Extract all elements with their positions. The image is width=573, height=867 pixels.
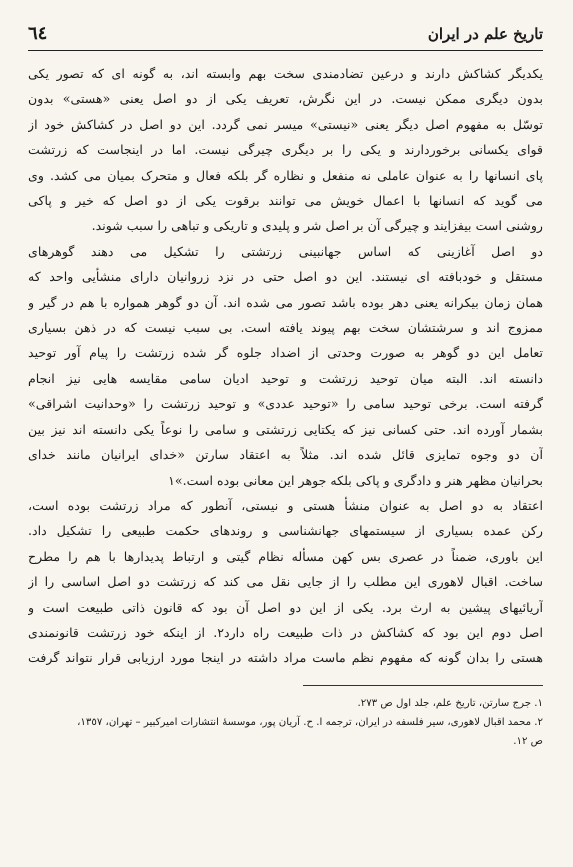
page-number: ٦٤ xyxy=(28,23,48,44)
body-line: پای انسانها را به عنوان عاملی نه منفعل و نظاره گر بلکه فعال و متحرک بمیان می کشد. وی xyxy=(28,167,543,183)
body-line: روشنی است بیفزایند و چیرگی آن بر اصل شر و پلیدی و تاریکی و تباهی را سبب شوند. xyxy=(91,218,543,234)
body-line: هستی را بدان گونه که مفهوم نظم ماست مراد داشته در اینجا مورد ارزیابی قرار نتواند گرفت xyxy=(28,650,543,666)
page-header xyxy=(28,24,543,51)
body-line: اصل دوم این بود که کشاکش در ذات طبیعت راه دارد٢. از اینکه خود زرتشت قانونمندی xyxy=(28,624,543,640)
footnote-1: ١. جرج سارتن، تاریخ علم، جلد اول ص ٢٧٣. xyxy=(357,697,543,709)
body-line: دانسته اند. البته میان توحید زرتشت و توحید ادیان سامی مقایسه هایی نیز انجام xyxy=(28,370,543,386)
body-line: تعامل این دو گوهر به صورت وحدتی از اضداد جلوه گر شده زرتشت را پیام آور توحید xyxy=(28,345,543,361)
body-line: یکدیگر کشاکش دارند و درعین تضادمندی سخت بهم وابسته اند، به گونه ای که تصور یکی xyxy=(28,66,543,81)
body-line: مستقل و خودبافته ای نیستند. این دو اصل حتی در نزد زروانیان دارای منشأیی واحد که xyxy=(28,269,543,285)
footnote-divider xyxy=(303,685,543,686)
body-line: توسّل به مفهوم اصل دیگر یعنی «نیستی» میسر نمی گردد. این دو اصل در کشاکش خود از xyxy=(28,116,543,132)
footnote-2-continued: ص ١٢. xyxy=(513,735,543,747)
body-line: آریائیهای پیشین به ارث برد. یکی از این دو اصل آن بود که قانون ذاتی طبیعت است و xyxy=(28,599,543,615)
body-line: این باوری، ضمناً در عصری بس کهن مسأله نظام گیتی و ارتباط پدیدارها با هم را مطرح xyxy=(28,548,543,564)
body-line: ساخت. اقبال لاهوری این مطلب را از جایی نقل می کند که زرتشت دو اصل اساسی را از xyxy=(28,574,543,590)
body-line: همان زمان بیکرانه یعنی دهر بوده باشد تصور می شده اند. آن دو گوهر همواره با هم در گیر و xyxy=(28,294,543,310)
body-line: آن دو وجوه تمایزی قائل شده اند. مثلاً به اعتقاد سارتن «خدای ایرانیان مانند خدای xyxy=(28,447,543,463)
body-line: اعتقاد به دو اصل به عنوان منشأ هستی و نیستی، آنطور که مراد زرتشت بوده است، xyxy=(28,497,543,513)
footnotes xyxy=(28,694,543,751)
body-line: دو اصل آغازینی که اساس جهانبینی زرتشتی را تشکیل می دهند گوهرهای xyxy=(28,243,543,259)
body-line: بشمار آورده اند. حتی کسانی نیز که یکتایی زرتشتی و سامی را نوعاً یکی دانسته اند نیز بین xyxy=(28,421,543,437)
body-line: می گوید که انسانها با اعمال خویش می توانند برقوت یکی از دو اصل که خیر و پاکی xyxy=(28,193,543,209)
body-line: رکن عمده بسیاری از سیستمهای جهانشناسی و روندهای حکمت طبیعی را تشکیل داد. xyxy=(28,523,543,539)
body-text xyxy=(28,61,543,671)
body-line: بحرانیان مظهر هنر و دادگری و پاکی بلکه جوهر این معانی بوده است.»١ xyxy=(168,472,543,488)
body-line: ممزوج اند و سرشتشان سخت بهم پیوند یافته است. بی سبب نیست که در ذهن بسیاری xyxy=(28,320,543,336)
body-line: بدون دیگری ممکن نیست. در این نگرش، تعریف یکی از دو اصل یعنی «هستی» بدون xyxy=(28,91,543,107)
footnote-2: ٢. محمد اقبال لاهوری، سیر فلسفه در ایران، ترجمه ا. ح. آریان پور، موسسهٔ انتشارات امیرکبیر – تهران، ١٣٥٧، xyxy=(77,716,543,728)
body-line: قوای یکسانی برخوردارند و یکی را بر دیگری چیرگی نیست. اما در اینجاست که زرتشت xyxy=(28,142,543,158)
running-title: تاریخ علم در ایران xyxy=(427,25,543,43)
body-line: گرفته است. برخی توحید سامی را «توحید عددی» و توحید زرتشت را «وحدانیت اشراقی» xyxy=(28,396,543,412)
